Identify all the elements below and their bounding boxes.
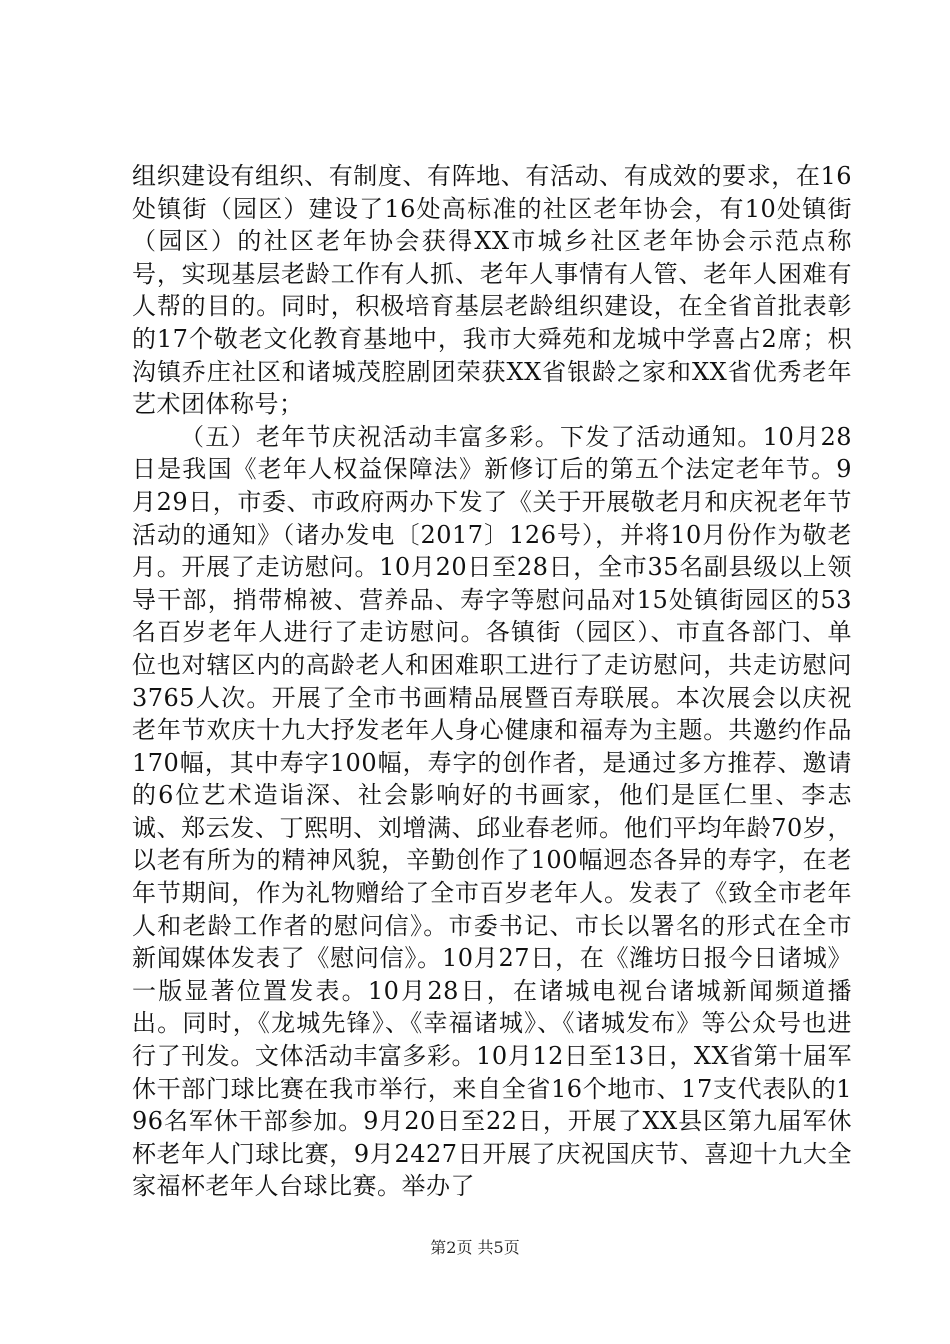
paragraph-organization-building: 组织建设有组织、有制度、有阵地、有活动、有成效的要求，在16处镇街（园区）建设了16处高标准的社区老年协会，有10处镇街（园区）的社区老年协会获得XX市城乡社区老年协会示范点称号，实现基层老龄工作有人抓、老年人事情有人管、老年人困难有人帮的目的。同时，积极培育基层老龄组织建设，在全省首批表彰的17个敬老文化教育基地中，我市大舜苑和龙城中学喜占2席；枳沟镇乔庄社区和诸城茂腔剧团荣获XX省银龄之家和XX省优秀老年艺术团体称号；	[132, 162, 852, 419]
document-body	[132, 160, 852, 1203]
page-footer-page-number: 第2页 共5页	[430, 1238, 520, 1257]
paragraph-elderly-day-celebration: （五）老年节庆祝活动丰富多彩。下发了活动通知。10月28日是我国《老年人权益保障法》新修订后的第五个法定老年节。9月29日，市委、市政府两办下发了《关于开展敬老月和庆祝老年节活动的通知》（诸办发电〔2017〕126号），并将10月份作为敬老月。开展了走访慰问。10月20日至28日，全市35名副县级以上领导干部，捎带棉被、营养品、寿字等慰问品对15处镇街园区的53名百岁老年人进行了走访慰问。各镇街（园区）、市直各部门、单位也对辖区内的高龄老人和困难职工进行了走访慰问，共走访慰问3765人次。开展了全市书画精品展暨百寿联展。本次展会以庆祝老年节欢庆十九大抒发老年人身心健康和福寿为主题。共邀约作品170幅，其中寿字100幅，寿字的创作者，是通过多方推荐、邀请的6位艺术造诣深、社会影响好的书画家，他们是匡仁里、李志诚、郑云发、丁熙明、刘增满、邱业春老师。他们平均年龄70岁，以老有所为的精神风貌，辛勤创作了100幅迥态各异的寿字，在老年节期间，作为礼物赠给了全市百岁老年人。发表了《致全市老年人和老龄工作者的慰问信》。市委书记、市长以署名的形式在全市新闻媒体发表了《慰问信》。10月27日，在《潍坊日报今日诸城》一版显著位置发表。10月28日，在诸城电视台诸城新闻频道播出。同时，《龙城先锋》、《幸福诸城》、《诸城发布》等公众号也进行了刊发。文体活动丰富多彩。10月12日至13日，XX省第十届军休干部门球比赛在我市举行，来自全省16个地市、17支代表队的196名军休干部参加。9月20日至22日，开展了XX县区第九届军休杯老年人门球比赛，9月2427日开展了庆祝国庆节、喜迎十九大全家福杯老年人台球比赛。举办了	[132, 422, 852, 1201]
